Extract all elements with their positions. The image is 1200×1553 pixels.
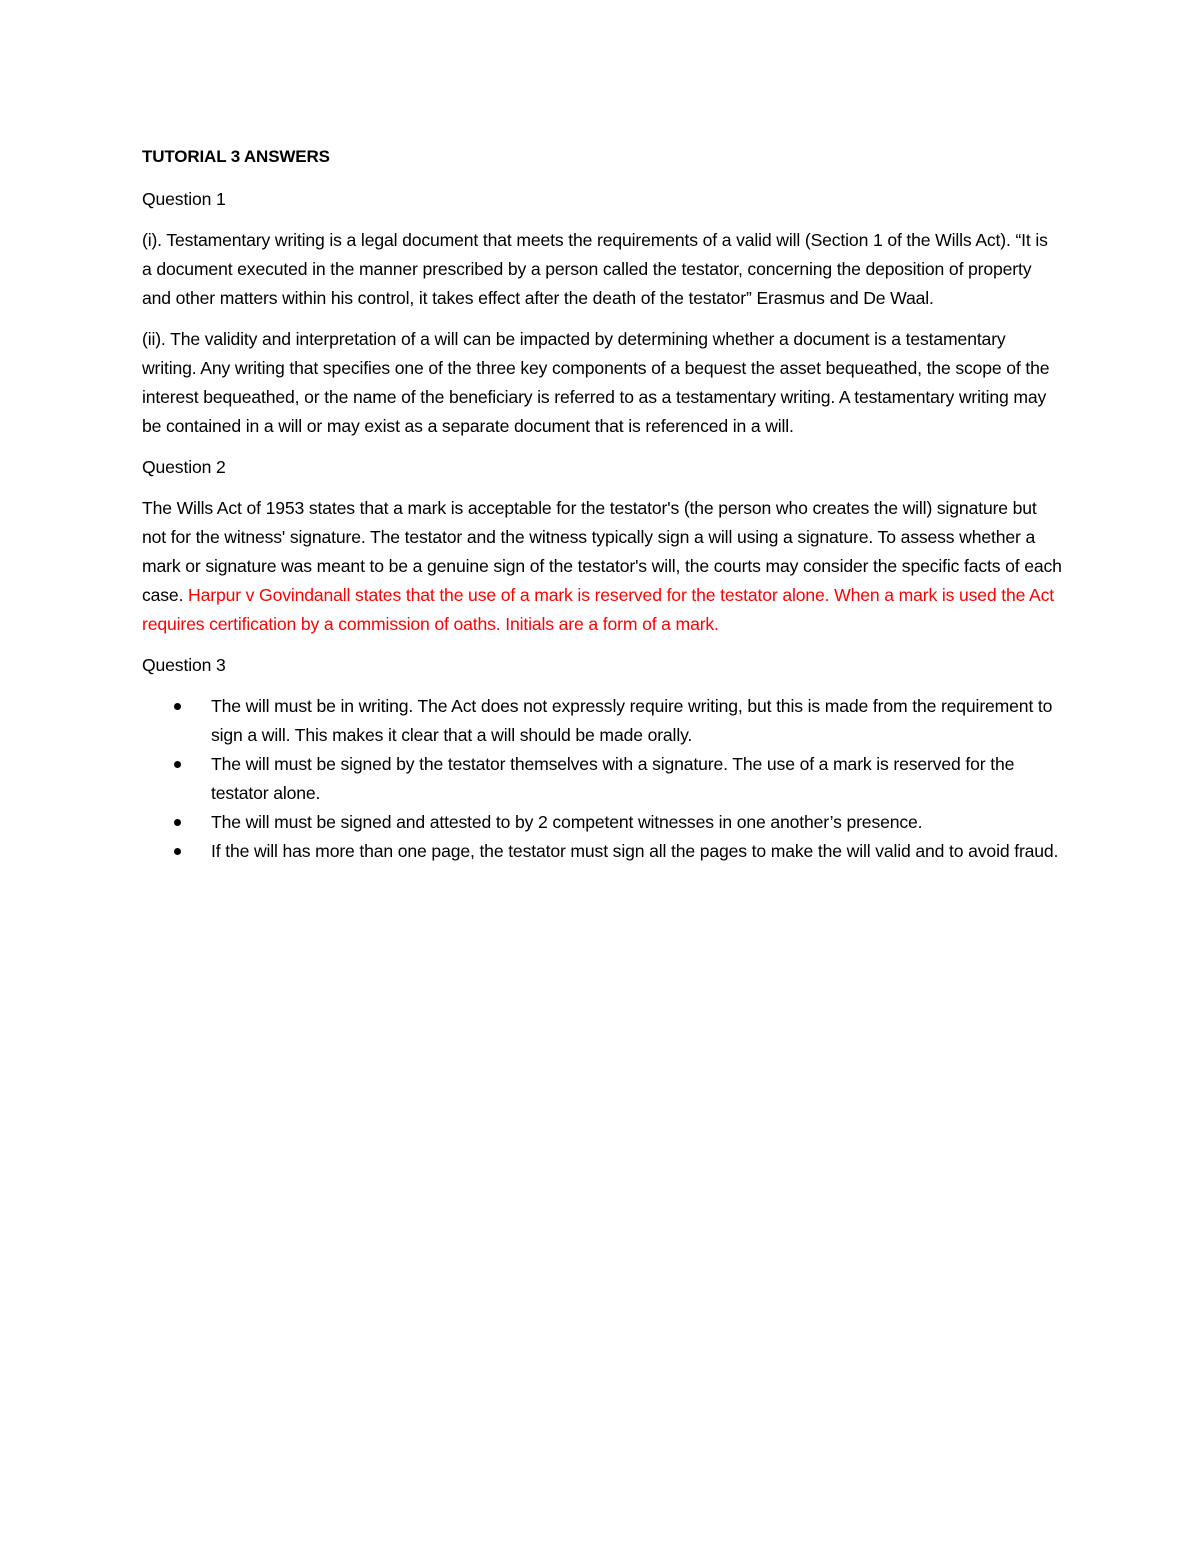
bullet-icon bbox=[174, 703, 181, 710]
bullet-icon bbox=[174, 819, 181, 826]
bullet-icon bbox=[174, 761, 181, 768]
document-page bbox=[142, 142, 1062, 866]
part-i-label: (i). bbox=[142, 230, 162, 250]
list-item bbox=[142, 692, 1062, 750]
part-ii-label: (ii). bbox=[142, 329, 166, 349]
question-2-red-text: Harpur v Govindanall states that the use of a mark is reserved for the testator alone. When a mark is used the Act requires certification by a commission of oaths. Initials are a form of a mark. bbox=[142, 585, 1055, 634]
bullet-text: If the will has more than one page, the testator must sign all the pages to make the will valid and to avoid fraud. bbox=[211, 841, 1059, 861]
list-item bbox=[142, 750, 1062, 808]
question-1-part-i bbox=[142, 226, 1062, 313]
question-2-text: The Wills Act of 1953 states that a mark is acceptable for the testator's (the person who creates the will) signature but not for the witness' signature. The testator and the witness typically sign a will using a signature. To assess whether a mark or signature was meant to be a genuine sign of the testator's will, the courts may consider the specific facts of each case. bbox=[142, 498, 1062, 605]
question-3-bullet-list bbox=[142, 692, 1062, 866]
bullet-text: The will must be signed and attested to by 2 competent witnesses in one another’s presence. bbox=[211, 812, 923, 832]
bullet-text: The will must be signed by the testator themselves with a signature. The use of a mark is reserved for the testator alone. bbox=[211, 754, 1015, 803]
list-item bbox=[142, 837, 1062, 866]
question-2-heading: Question 2 bbox=[142, 457, 226, 477]
question-3-heading: Question 3 bbox=[142, 655, 226, 675]
bullet-icon bbox=[174, 848, 181, 855]
list-item bbox=[142, 808, 1062, 837]
question-1-part-ii bbox=[142, 325, 1062, 441]
question-1-heading: Question 1 bbox=[142, 189, 226, 209]
document-title: TUTORIAL 3 ANSWERS bbox=[142, 147, 330, 166]
question-2-answer bbox=[142, 494, 1062, 639]
part-i-text: Testamentary writing is a legal document that meets the requirements of a valid will (Section 1 of the Wills Act). “It is a document executed in the manner prescribed by a person called the testator, concerning the deposition of property and other matters within his control, it takes effect after the death of the testator” Erasmus and De Waal. bbox=[142, 230, 1048, 308]
bullet-text: The will must be in writing. The Act does not expressly require writing, but this is made from the requirement to sign a will. This makes it clear that a will should be made orally. bbox=[211, 696, 1053, 745]
part-ii-text: The validity and interpretation of a will can be impacted by determining whether a document is a testamentary writing. Any writing that specifies one of the three key components of a bequest the asset bequeathed, the scope of the interest bequeathed, or the name of the beneficiary is referred to as a testamentary writing. A testamentary writing may be contained in a will or may exist as a separate document that is referenced in a will. bbox=[142, 329, 1050, 436]
